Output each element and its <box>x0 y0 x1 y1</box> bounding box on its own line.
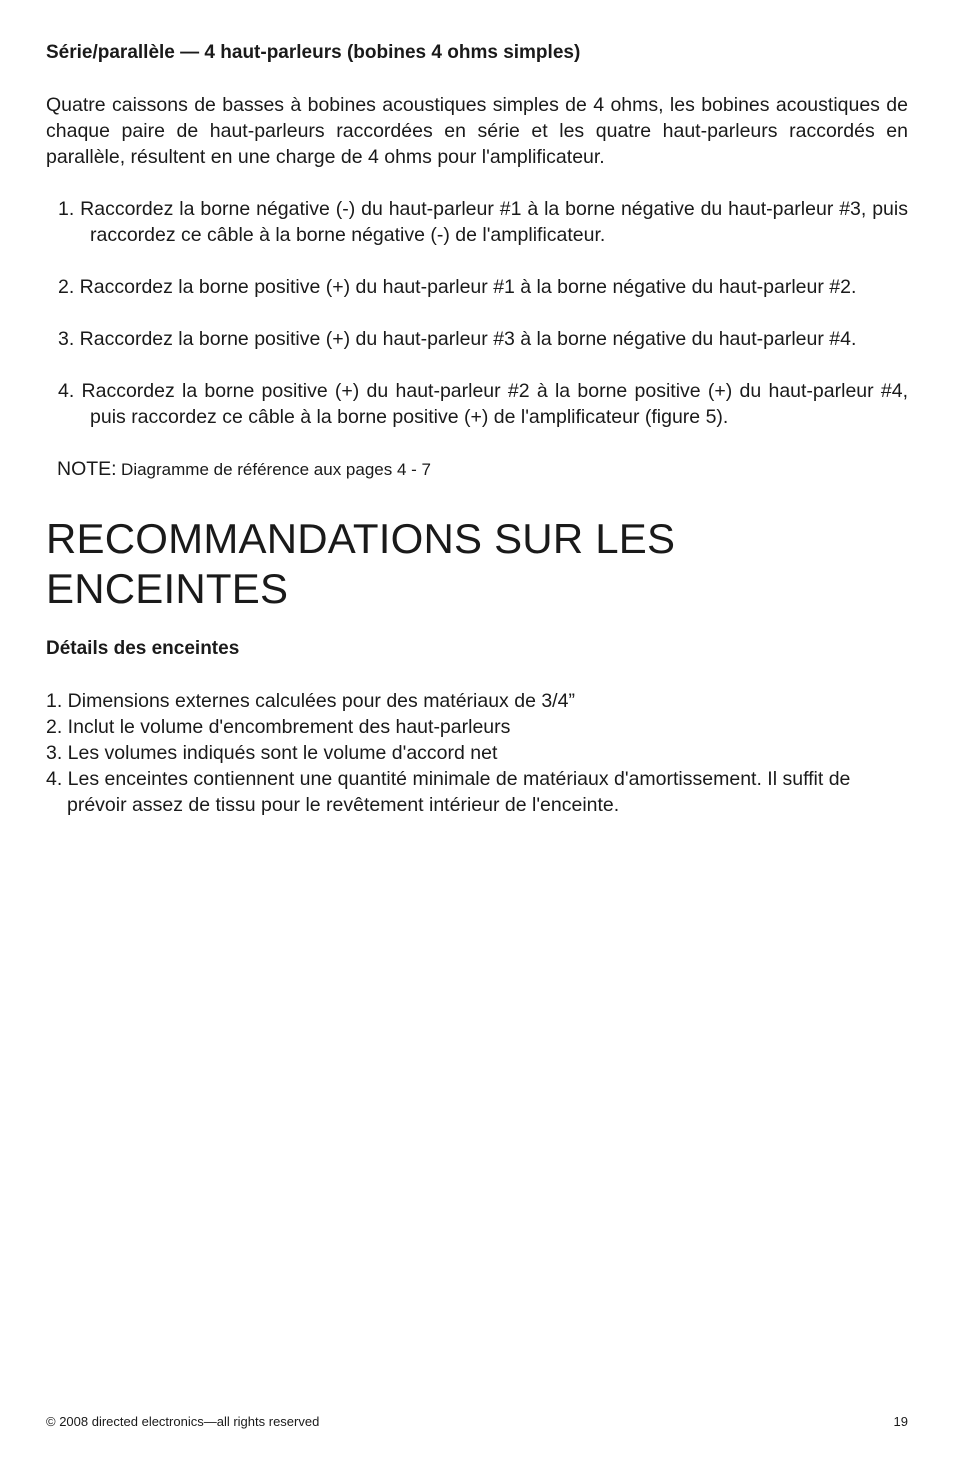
wiring-step: 1. Raccordez la borne négative (-) du haut-parleur #1 à la borne négative du haut-parleur #3, puis raccordez ce câble à la borne négative (-) de l'amplificateur. <box>58 198 908 246</box>
wiring-steps-list <box>46 196 908 430</box>
enclosure-details-title: Détails des enceintes <box>46 638 240 659</box>
note-text: Diagramme de référence aux pages 4 - 7 <box>121 460 431 479</box>
enclosure-detail-item: 1. Dimensions externes calculées pour des matériaux de 3/4” <box>46 690 575 712</box>
enclosure-detail-item: 3. Les volumes indiqués sont le volume d'accord net <box>46 742 498 764</box>
wiring-step: 4. Raccordez la borne positive (+) du haut-parleur #2 à la borne positive (+) du haut-parleur #4, puis raccordez ce câble à la borne positive (+) de l'amplificateur (figure 5). <box>58 380 908 428</box>
main-heading: RECOMMANDATIONS SUR LES ENCEINTES <box>46 515 676 612</box>
note <box>57 456 908 484</box>
enclosure-details-list <box>46 688 908 818</box>
enclosure-detail-item: 2. Inclut le volume d'encombrement des haut-parleurs <box>46 716 511 738</box>
enclosure-detail-item: 4. Les enceintes contiennent une quantité minimale de matériaux d'amortissement. Il suffit de prévoir assez de tissu pour le revêtement intérieur de l'enceinte. <box>46 768 851 816</box>
note-label: NOTE: <box>57 458 117 480</box>
page-content <box>46 40 908 818</box>
intro-paragraph: Quatre caissons de basses à bobines acoustiques simples de 4 ohms, les bobines acoustiques de chaque paire de haut-parleurs raccordées en série et les quatre haut-parleurs raccordés en parallèle, résultent en une charge de 4 ohms pour l'amplificateur. <box>46 94 908 168</box>
page-number: 19 <box>893 1414 908 1429</box>
wiring-step: 2. Raccordez la borne positive (+) du haut-parleur #1 à la borne négative du haut-parleur #2. <box>58 276 857 298</box>
wiring-step: 3. Raccordez la borne positive (+) du haut-parleur #3 à la borne négative du haut-parleur #4. <box>58 328 857 350</box>
copyright-text: © 2008 directed electronics—all rights reserved <box>46 1414 320 1429</box>
section-title: Série/parallèle — 4 haut-parleurs (bobines 4 ohms simples) <box>46 42 581 63</box>
